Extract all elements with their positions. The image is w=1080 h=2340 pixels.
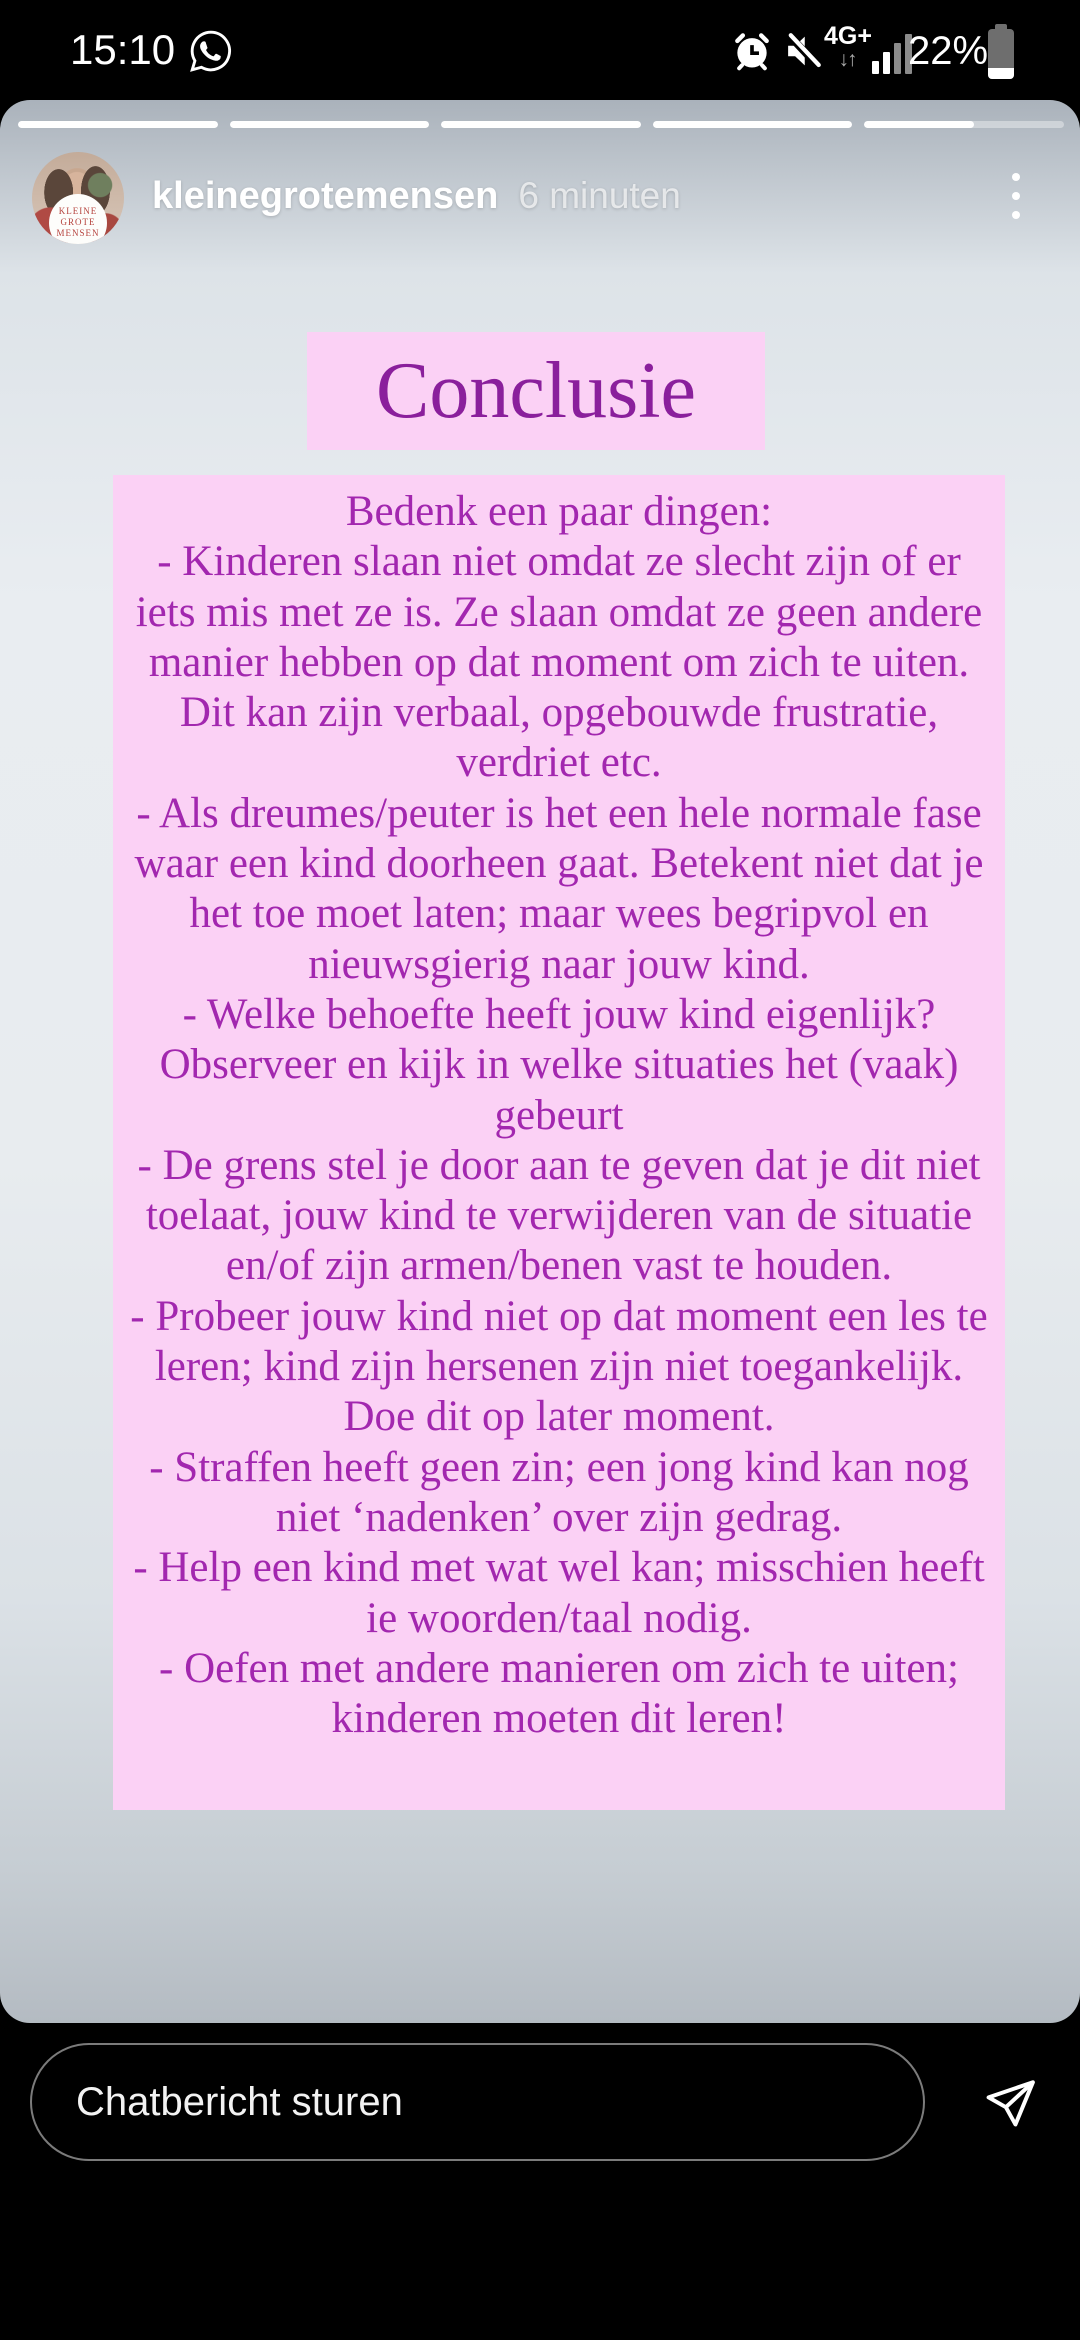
mute-icon — [782, 30, 824, 77]
more-options-button[interactable] — [996, 162, 1036, 230]
dot-icon — [1012, 192, 1020, 200]
network-type-indicator — [824, 24, 870, 70]
chat-input[interactable] — [30, 2043, 925, 2161]
story-paragraph: - Help een kind met wat wel kan; misschien heeft ie woorden/taal nodig. — [133, 1544, 985, 1642]
story-paragraph: - Straffen heeft geen zin; een jong kind kan nog niet ‘nadenken’ over zijn gedrag. — [149, 1443, 969, 1541]
progress-segment — [864, 121, 1064, 128]
send-message-button[interactable] — [966, 2061, 1056, 2145]
signal-strength-icon — [872, 34, 912, 74]
story-tap-area[interactable] — [0, 100, 1080, 2023]
dot-icon — [1012, 211, 1020, 219]
progress-segment — [653, 121, 853, 128]
avatar[interactable] — [32, 152, 124, 244]
data-arrows-icon: ↓↑ — [838, 48, 856, 71]
story-paragraph: - Oefen met andere manieren om zich te uiten; kinderen moeten dit leren! — [159, 1644, 959, 1743]
dot-icon — [1012, 173, 1020, 181]
android-nav-bar — [0, 2185, 1080, 2340]
paper-plane-icon — [981, 2075, 1041, 2131]
story-header — [152, 168, 681, 224]
story-paragraph: - Welke behoefte heeft jouw kind eigenlijk? Observeer en kijk in welke situaties het (vaak) gebeurt — [159, 990, 959, 1139]
alarm-icon — [730, 29, 774, 78]
story-title: Conclusie — [376, 346, 696, 435]
username-link[interactable]: kleinegrotemensen — [152, 174, 499, 217]
story-paragraph: - De grens stel je door aan te geven dat je dit niet toelaat, jouw kind te verwijderen van de situatie en/of zijn armen/benen vast te houden. — [137, 1141, 981, 1290]
reply-composer — [0, 2023, 1080, 2185]
story-paragraph: Bedenk een paar dingen: — [345, 488, 773, 535]
progress-segment — [441, 121, 641, 128]
story-paragraph: - Probeer jouw kind niet op dat moment een les te leren; kind zijn hersenen zijn niet toegankelijk. Doe dit op later moment. — [130, 1292, 988, 1441]
battery-percent-label: 22% — [908, 29, 989, 73]
story-paragraph: - Kinderen slaan niet omdat ze slecht zijn of er iets mis met ze is. Ze slaan omdat ze geen andere manier hebben op dat moment om zich te uiten. Dit kan zijn verbaal, opgebouwde frustratie, verdriet etc. — [135, 538, 983, 787]
battery-icon — [988, 24, 1014, 80]
progress-segment — [230, 121, 430, 128]
clock: 15:10 — [70, 26, 176, 73]
story-timestamp: 6 minuten — [518, 175, 681, 216]
avatar-badge-line: KLEINE — [58, 206, 98, 217]
whatsapp-notification-icon — [188, 28, 234, 79]
avatar-logo-badge — [49, 194, 107, 244]
story-progress-bar — [18, 121, 1064, 128]
story-text-panel — [113, 475, 1005, 1810]
story-title-panel — [307, 332, 765, 450]
story-paragraph: - Als dreumes/peuter is het een hele normale fase waar een kind doorheen gaat. Betekent niet dat je het toe moet laten; maar wees begripvol en nieuwsgierig naar jouw kind. — [134, 789, 984, 988]
avatar-badge-line: MENSEN — [56, 228, 100, 239]
status-bar — [0, 0, 1080, 100]
network-type-label: 4G+ — [824, 22, 872, 50]
avatar-badge-line: GROTE — [60, 217, 96, 228]
progress-segment — [18, 121, 218, 128]
